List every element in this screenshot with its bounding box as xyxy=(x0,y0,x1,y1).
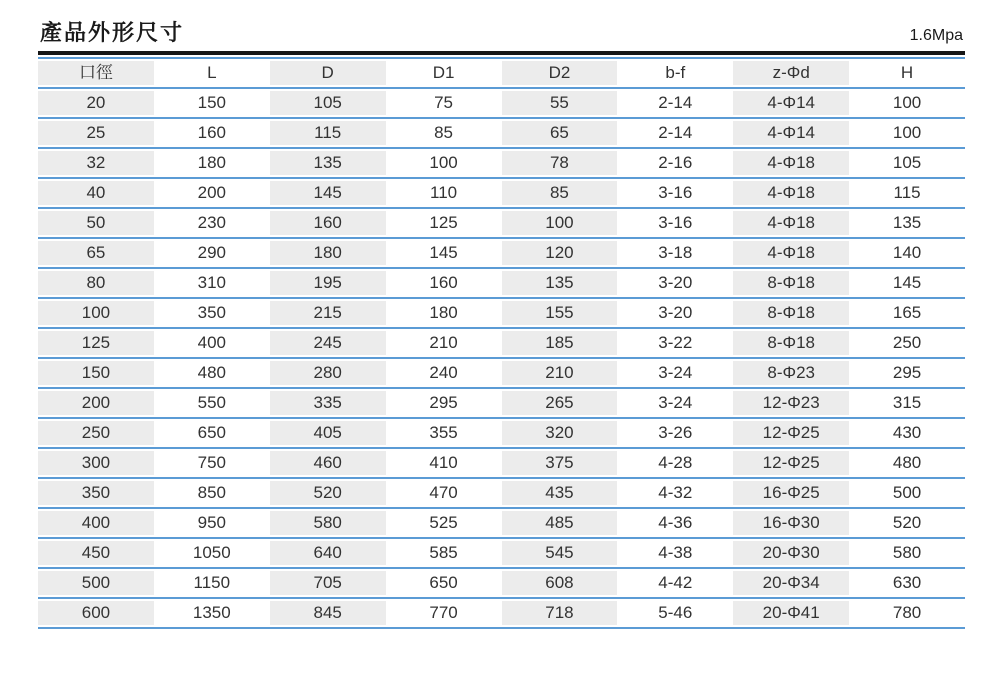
table-cell: 180 xyxy=(386,298,502,328)
table-cell: 750 xyxy=(154,448,270,478)
table-cell: 485 xyxy=(502,508,618,538)
table-cell: 4-38 xyxy=(617,538,733,568)
table-cell: 12-Φ23 xyxy=(733,388,849,418)
table-cell: 4-Φ14 xyxy=(733,118,849,148)
table-cell: 435 xyxy=(502,478,618,508)
column-header: L xyxy=(154,58,270,88)
table-cell: 650 xyxy=(154,418,270,448)
table-cell: 400 xyxy=(38,508,154,538)
table-cell: 32 xyxy=(38,148,154,178)
table-cell: 65 xyxy=(38,238,154,268)
table-cell: 315 xyxy=(849,388,965,418)
table-cell: 185 xyxy=(502,328,618,358)
table-cell: 4-Φ18 xyxy=(733,208,849,238)
table-cell: 20-Φ34 xyxy=(733,568,849,598)
table-cell: 1050 xyxy=(154,538,270,568)
dimensions-table xyxy=(38,57,965,629)
table-cell: 150 xyxy=(154,88,270,118)
table-cell: 4-Φ18 xyxy=(733,178,849,208)
table-row xyxy=(38,418,965,448)
table-cell: 585 xyxy=(386,538,502,568)
pressure-rating: 1.6Mpa xyxy=(909,27,963,45)
table-cell: 160 xyxy=(270,208,386,238)
table-cell: 140 xyxy=(849,238,965,268)
table-cell: 100 xyxy=(38,298,154,328)
column-header: D xyxy=(270,58,386,88)
table-cell: 8-Φ18 xyxy=(733,268,849,298)
table-cell: 460 xyxy=(270,448,386,478)
table-cell: 100 xyxy=(502,208,618,238)
table-cell: 525 xyxy=(386,508,502,538)
table-cell: 210 xyxy=(502,358,618,388)
table-cell: 640 xyxy=(270,538,386,568)
table-cell: 295 xyxy=(849,358,965,388)
table-cell: 520 xyxy=(849,508,965,538)
table-cell: 375 xyxy=(502,448,618,478)
table-cell: 150 xyxy=(38,358,154,388)
column-header: H xyxy=(849,58,965,88)
table-cell: 125 xyxy=(38,328,154,358)
table-row xyxy=(38,238,965,268)
table-cell: 16-Φ30 xyxy=(733,508,849,538)
table-cell: 78 xyxy=(502,148,618,178)
table-cell: 845 xyxy=(270,598,386,628)
table-cell: 200 xyxy=(38,388,154,418)
table-cell: 480 xyxy=(154,358,270,388)
table-cell: 80 xyxy=(38,268,154,298)
table-cell: 12-Φ25 xyxy=(733,418,849,448)
table-row xyxy=(38,178,965,208)
table-cell: 280 xyxy=(270,358,386,388)
table-cell: 400 xyxy=(154,328,270,358)
column-header: D1 xyxy=(386,58,502,88)
table-cell: 85 xyxy=(386,118,502,148)
table-cell: 145 xyxy=(849,268,965,298)
table-cell: 3-24 xyxy=(617,358,733,388)
table-cell: 135 xyxy=(270,148,386,178)
table-cell: 75 xyxy=(386,88,502,118)
table-cell: 135 xyxy=(849,208,965,238)
table-cell: 1350 xyxy=(154,598,270,628)
table-cell: 335 xyxy=(270,388,386,418)
table-cell: 3-16 xyxy=(617,178,733,208)
table-cell: 4-Φ18 xyxy=(733,238,849,268)
table-cell: 4-32 xyxy=(617,478,733,508)
table-cell: 125 xyxy=(386,208,502,238)
table-cell: 3-18 xyxy=(617,238,733,268)
table-cell: 115 xyxy=(270,118,386,148)
table-cell: 3-16 xyxy=(617,208,733,238)
table-cell: 20-Φ30 xyxy=(733,538,849,568)
table-row xyxy=(38,298,965,328)
table-cell: 8-Φ23 xyxy=(733,358,849,388)
table-cell: 320 xyxy=(502,418,618,448)
table-cell: 355 xyxy=(386,418,502,448)
table-cell: 215 xyxy=(270,298,386,328)
table-cell: 2-14 xyxy=(617,118,733,148)
table-cell: 55 xyxy=(502,88,618,118)
table-cell: 265 xyxy=(502,388,618,418)
table-cell: 230 xyxy=(154,208,270,238)
column-header: D2 xyxy=(502,58,618,88)
table-row xyxy=(38,598,965,628)
table-cell: 100 xyxy=(849,118,965,148)
table-cell: 350 xyxy=(154,298,270,328)
table-cell: 3-22 xyxy=(617,328,733,358)
table-row xyxy=(38,358,965,388)
table-cell: 180 xyxy=(154,148,270,178)
table-cell: 950 xyxy=(154,508,270,538)
table-row xyxy=(38,208,965,238)
table-cell: 600 xyxy=(38,598,154,628)
table-cell: 180 xyxy=(270,238,386,268)
table-cell: 500 xyxy=(849,478,965,508)
table-head xyxy=(38,58,965,88)
table-cell: 245 xyxy=(270,328,386,358)
table-header-row xyxy=(38,58,965,88)
table-cell: 40 xyxy=(38,178,154,208)
table-cell: 300 xyxy=(38,448,154,478)
table-cell: 290 xyxy=(154,238,270,268)
table-cell: 550 xyxy=(154,388,270,418)
table-cell: 5-46 xyxy=(617,598,733,628)
column-header: z-Φd xyxy=(733,58,849,88)
table-cell: 4-Φ14 xyxy=(733,88,849,118)
table-cell: 3-20 xyxy=(617,268,733,298)
table-cell: 780 xyxy=(849,598,965,628)
table-cell: 100 xyxy=(849,88,965,118)
table-row xyxy=(38,508,965,538)
table-cell: 210 xyxy=(386,328,502,358)
table-cell: 12-Φ25 xyxy=(733,448,849,478)
table-cell: 2-14 xyxy=(617,88,733,118)
table-cell: 250 xyxy=(849,328,965,358)
table-row xyxy=(38,568,965,598)
table-cell: 650 xyxy=(386,568,502,598)
table-cell: 16-Φ25 xyxy=(733,478,849,508)
table-cell: 580 xyxy=(270,508,386,538)
table-cell: 350 xyxy=(38,478,154,508)
table-cell: 718 xyxy=(502,598,618,628)
table-cell: 295 xyxy=(386,388,502,418)
table-cell: 520 xyxy=(270,478,386,508)
table-cell: 8-Φ18 xyxy=(733,298,849,328)
table-cell: 1150 xyxy=(154,568,270,598)
table-cell: 705 xyxy=(270,568,386,598)
table-cell: 155 xyxy=(502,298,618,328)
table-body xyxy=(38,88,965,628)
table-cell: 405 xyxy=(270,418,386,448)
table-cell: 4-36 xyxy=(617,508,733,538)
table-cell: 85 xyxy=(502,178,618,208)
column-header: 口徑 xyxy=(38,58,154,88)
column-header: b-f xyxy=(617,58,733,88)
table-cell: 250 xyxy=(38,418,154,448)
table-cell: 240 xyxy=(386,358,502,388)
table-cell: 195 xyxy=(270,268,386,298)
table-cell: 630 xyxy=(849,568,965,598)
table-cell: 4-Φ18 xyxy=(733,148,849,178)
table-cell: 480 xyxy=(849,448,965,478)
table-row xyxy=(38,118,965,148)
table-cell: 105 xyxy=(849,148,965,178)
table-cell: 115 xyxy=(849,178,965,208)
table-cell: 500 xyxy=(38,568,154,598)
table-cell: 3-26 xyxy=(617,418,733,448)
table-cell: 20-Φ41 xyxy=(733,598,849,628)
table-cell: 430 xyxy=(849,418,965,448)
table-cell: 160 xyxy=(386,268,502,298)
table-cell: 100 xyxy=(386,148,502,178)
table-cell: 4-42 xyxy=(617,568,733,598)
table-row xyxy=(38,148,965,178)
table-cell: 165 xyxy=(849,298,965,328)
table-cell: 3-20 xyxy=(617,298,733,328)
table-row xyxy=(38,268,965,298)
table-cell: 110 xyxy=(386,178,502,208)
title-divider xyxy=(38,51,965,55)
table-row xyxy=(38,388,965,418)
table-row xyxy=(38,88,965,118)
table-cell: 580 xyxy=(849,538,965,568)
table-cell: 160 xyxy=(154,118,270,148)
table-cell: 310 xyxy=(154,268,270,298)
table-cell: 450 xyxy=(38,538,154,568)
table-cell: 145 xyxy=(270,178,386,208)
table-row xyxy=(38,538,965,568)
table-row xyxy=(38,328,965,358)
table-cell: 410 xyxy=(386,448,502,478)
table-cell: 50 xyxy=(38,208,154,238)
table-cell: 545 xyxy=(502,538,618,568)
sheet-header xyxy=(38,20,965,46)
table-cell: 65 xyxy=(502,118,618,148)
table-row xyxy=(38,448,965,478)
page-title: 產品外形尺寸 xyxy=(40,20,185,45)
table-cell: 770 xyxy=(386,598,502,628)
table-cell: 2-16 xyxy=(617,148,733,178)
table-cell: 135 xyxy=(502,268,618,298)
table-cell: 105 xyxy=(270,88,386,118)
table-row xyxy=(38,478,965,508)
table-cell: 4-28 xyxy=(617,448,733,478)
table-cell: 25 xyxy=(38,118,154,148)
table-cell: 470 xyxy=(386,478,502,508)
table-cell: 3-24 xyxy=(617,388,733,418)
table-cell: 20 xyxy=(38,88,154,118)
table-cell: 608 xyxy=(502,568,618,598)
table-cell: 120 xyxy=(502,238,618,268)
table-cell: 850 xyxy=(154,478,270,508)
table-cell: 145 xyxy=(386,238,502,268)
table-cell: 200 xyxy=(154,178,270,208)
table-cell: 8-Φ18 xyxy=(733,328,849,358)
